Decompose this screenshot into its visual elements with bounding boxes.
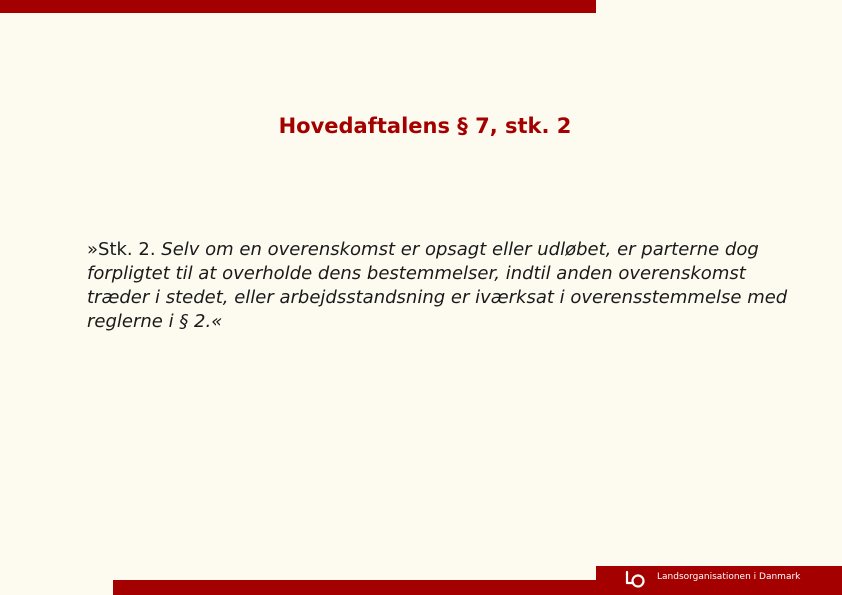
quote-paragraph xyxy=(87,238,807,334)
top-accent-bar xyxy=(0,0,596,13)
organization-name: Landsorganisationen i Danmark xyxy=(657,572,801,582)
slide-title: Hovedaftalens § 7, stk. 2 xyxy=(278,114,572,138)
quote-body: Selv om en overenskomst er opsagt eller udløbet, er parterne dog forpligtet til at overholde dens bestemmelser, indtil anden overenskomst træder i stedet, eller arbejdsstandsning er iværksat i overensstemmelse med reglerne i § 2.« xyxy=(87,239,788,332)
lo-logo-icon xyxy=(622,568,648,590)
quote-lead: »Stk. 2. xyxy=(87,239,162,260)
